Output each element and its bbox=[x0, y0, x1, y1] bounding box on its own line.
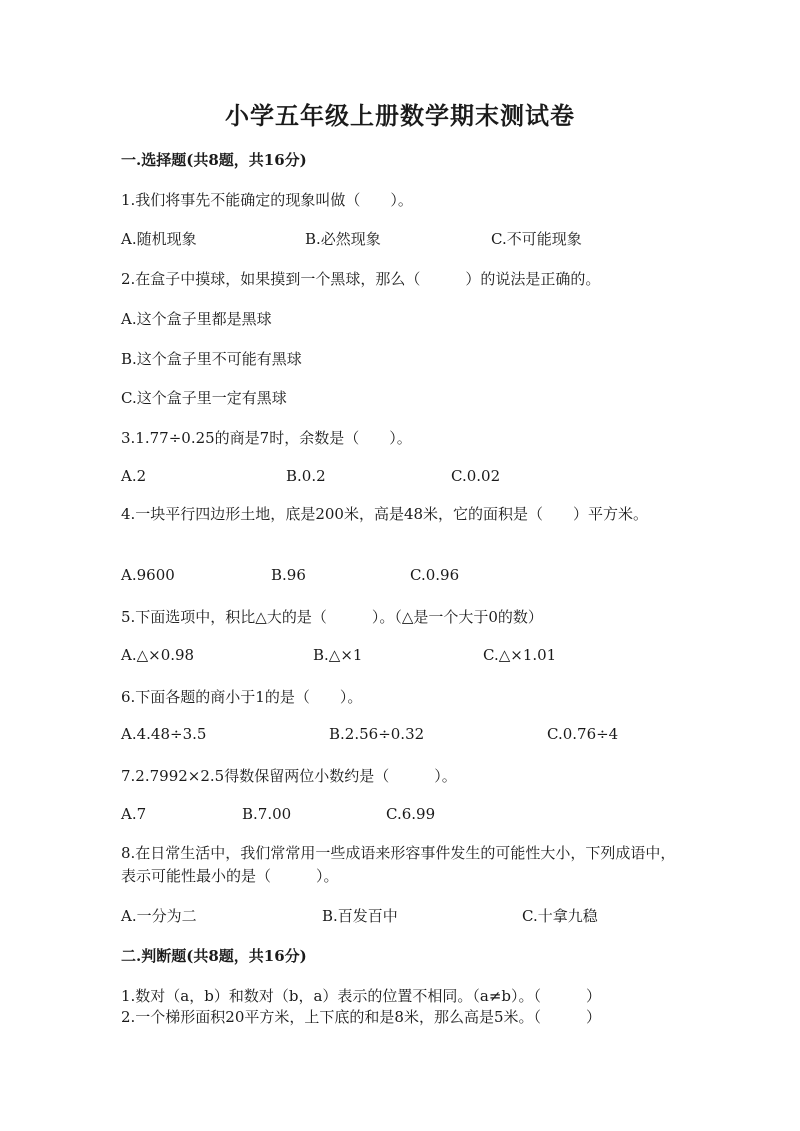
question-7: 7.2.7992×2.5得数保留两位小数约是（ ）。 bbox=[121, 767, 457, 785]
q6-option-a: A.4.48÷3.5 bbox=[121, 725, 207, 743]
question-3: 3.1.77÷0.25的商是7时，余数是（ ）。 bbox=[121, 429, 412, 447]
question-1: 1.我们将事先不能确定的现象叫做（ ）。 bbox=[121, 191, 413, 209]
q2-option-b: B.这个盒子里不可能有黑球 bbox=[121, 350, 302, 368]
question-4: 4.一块平行四边形土地，底是200米，高是48米，它的面积是（ ）平方米。 bbox=[121, 505, 649, 523]
question-6: 6.下面各题的商小于1的是（ ）。 bbox=[121, 688, 363, 706]
q7-option-b: B.7.00 bbox=[242, 805, 292, 823]
judgement-2: 2.一个梯形面积20平方米，上下底的和是8米，那么高是5米。（ ） bbox=[121, 1008, 601, 1026]
q1-option-b: B.必然现象 bbox=[305, 230, 381, 248]
judgement-1: 1.数对（a，b）和数对（b，a）表示的位置不相同。（a≠b）。（ ） bbox=[121, 987, 602, 1005]
q5-option-a: A.△×0.98 bbox=[121, 646, 195, 664]
q3-option-b: B.0.2 bbox=[286, 467, 326, 485]
q1-option-c: C.不可能现象 bbox=[491, 230, 582, 248]
q3-option-c: C.0.02 bbox=[451, 467, 501, 485]
q6-option-b: B.2.56÷0.32 bbox=[329, 725, 425, 743]
question-8: 8.在日常生活中，我们常常用一些成语来形容事件发生的可能性大小，下列成语中，表示可能性最小的是（ ）。 bbox=[121, 844, 676, 885]
q2-option-c: C.这个盒子里一定有黑球 bbox=[121, 389, 287, 407]
q4-option-c: C.0.96 bbox=[410, 566, 460, 584]
q7-option-a: A.7 bbox=[121, 805, 147, 823]
q1-option-a: A.随机现象 bbox=[121, 230, 197, 248]
section-heading-choice: 一.选择题(共8题，共16分) bbox=[121, 151, 307, 169]
q5-option-b: B.△×1 bbox=[313, 646, 363, 664]
page-title: 小学五年级上册数学期末测试卷 bbox=[225, 101, 575, 130]
section-heading-judgement: 二.判断题(共8题，共16分) bbox=[121, 947, 307, 965]
q4-option-b: B.96 bbox=[271, 566, 306, 584]
q6-option-c: C.0.76÷4 bbox=[547, 725, 619, 743]
q4-option-a: A.9600 bbox=[121, 566, 175, 584]
q2-option-a: A.这个盒子里都是黑球 bbox=[121, 310, 272, 328]
q7-option-c: C.6.99 bbox=[386, 805, 436, 823]
q5-option-c: C.△×1.01 bbox=[483, 646, 557, 664]
q3-option-a: A.2 bbox=[121, 467, 147, 485]
q8-option-a: A.一分为二 bbox=[121, 907, 197, 925]
question-5: 5.下面选项中，积比△大的是（ ）。（△是一个大于0的数） bbox=[121, 608, 543, 626]
q8-option-c: C.十拿九稳 bbox=[522, 907, 598, 925]
question-2: 2.在盒子中摸球，如果摸到一个黑球，那么（ ）的说法是正确的。 bbox=[121, 270, 601, 288]
q8-option-b: B.百发百中 bbox=[322, 907, 398, 925]
